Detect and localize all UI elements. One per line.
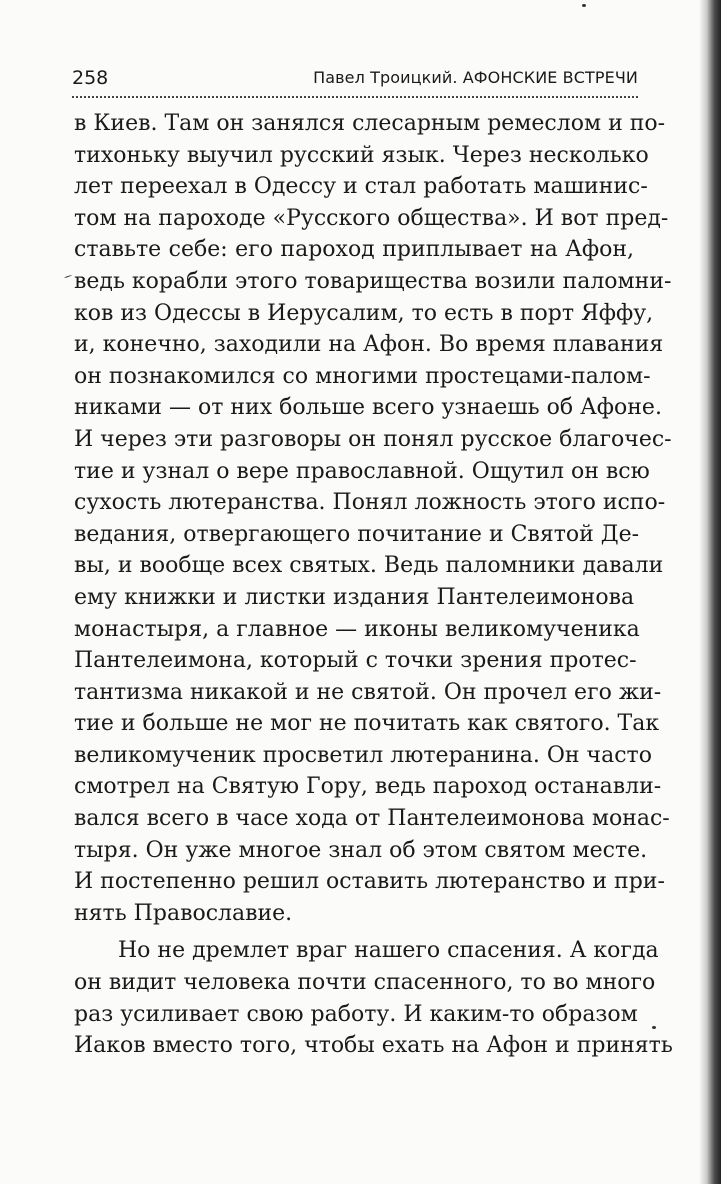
text-line: И через эти разговоры он понял русское благочес- xyxy=(74,426,672,452)
text-line: тихоньку выучил русский язык. Через несколько xyxy=(74,142,649,168)
text-line: ведь корабли этого товарищества возили паломни- xyxy=(74,268,672,294)
scan-speck xyxy=(652,1026,656,1029)
page-number: 258 xyxy=(72,67,109,89)
text-line: ков из Одессы в Иерусалим, то есть в порт Яффу, xyxy=(74,300,654,326)
paragraph xyxy=(74,935,673,1061)
text-line: и, конечно, заходили на Афон. Во время плавания xyxy=(74,332,664,358)
text-line: Пантелеимона, который с точки зрения протес- xyxy=(74,648,637,674)
text-line: он познакомился со многими простецами-палом- xyxy=(74,363,651,389)
text-line: ставьте себе: его пароход приплывает на Афон, xyxy=(74,237,634,263)
text-line: вался всего в часе хода от Пантелеимонова монас- xyxy=(74,806,670,832)
text-line: Но не дремлет враг нашего спасения. А когда xyxy=(118,938,659,964)
text-line: великомученик просветил лютеранина. Он часто xyxy=(74,742,652,768)
text-line: ведания, отвергающего почитание и Святой Де- xyxy=(74,521,640,547)
text-line: раз усиливает свою работу. И каким-то образом xyxy=(74,1001,638,1027)
text-line: тие и больше не мог не почитать как святого. Так xyxy=(74,711,660,737)
page-binding-shadow xyxy=(699,0,721,1184)
scan-speck xyxy=(582,4,586,7)
text-line: лет переехал в Одессу и стал работать машинис- xyxy=(74,174,648,200)
body-text xyxy=(74,108,673,1062)
page-header xyxy=(72,64,638,92)
text-line: сухость лютеранства. Понял ложность этого испо- xyxy=(74,490,666,516)
text-line: И постепенно решил оставить лютеранство и при- xyxy=(74,869,665,895)
paragraph xyxy=(74,108,672,929)
text-line: монастыря, а главное — иконы великомученика xyxy=(74,616,640,642)
text-line: никами — от них больше всего узнаешь об Афоне. xyxy=(74,395,662,421)
text-line: ему книжки и листки издания Пантелеимонова xyxy=(74,584,635,610)
scan-speck xyxy=(64,275,72,279)
text-line: тие и узнал о вере православной. Ощутил он всю xyxy=(74,458,650,484)
text-line: том на пароходе «Русского общества». И вот пред- xyxy=(74,205,669,231)
text-line: нять Православие. xyxy=(74,900,293,926)
text-line: он видит человека почти спасенного, то во много xyxy=(74,970,656,996)
header-rule xyxy=(72,96,638,98)
text-line: вы, и вообще всех святых. Ведь паломники давали xyxy=(74,553,664,579)
text-line: в Киев. Там он занялся слесарным ремеслом и по- xyxy=(74,111,666,136)
text-line: Иаков вместо того, чтобы ехать на Афон и принять xyxy=(74,1033,673,1059)
running-head: Павел Троицкий. АФОНСКИЕ ВСТРЕЧИ xyxy=(313,68,638,87)
text-line: тантизма никакой и не святой. Он прочел его жи- xyxy=(74,679,662,705)
text-line: тыря. Он уже многое знал об этом святом месте. xyxy=(74,837,648,863)
text-line: смотрел на Святую Гору, ведь пароход останавли- xyxy=(74,774,662,800)
